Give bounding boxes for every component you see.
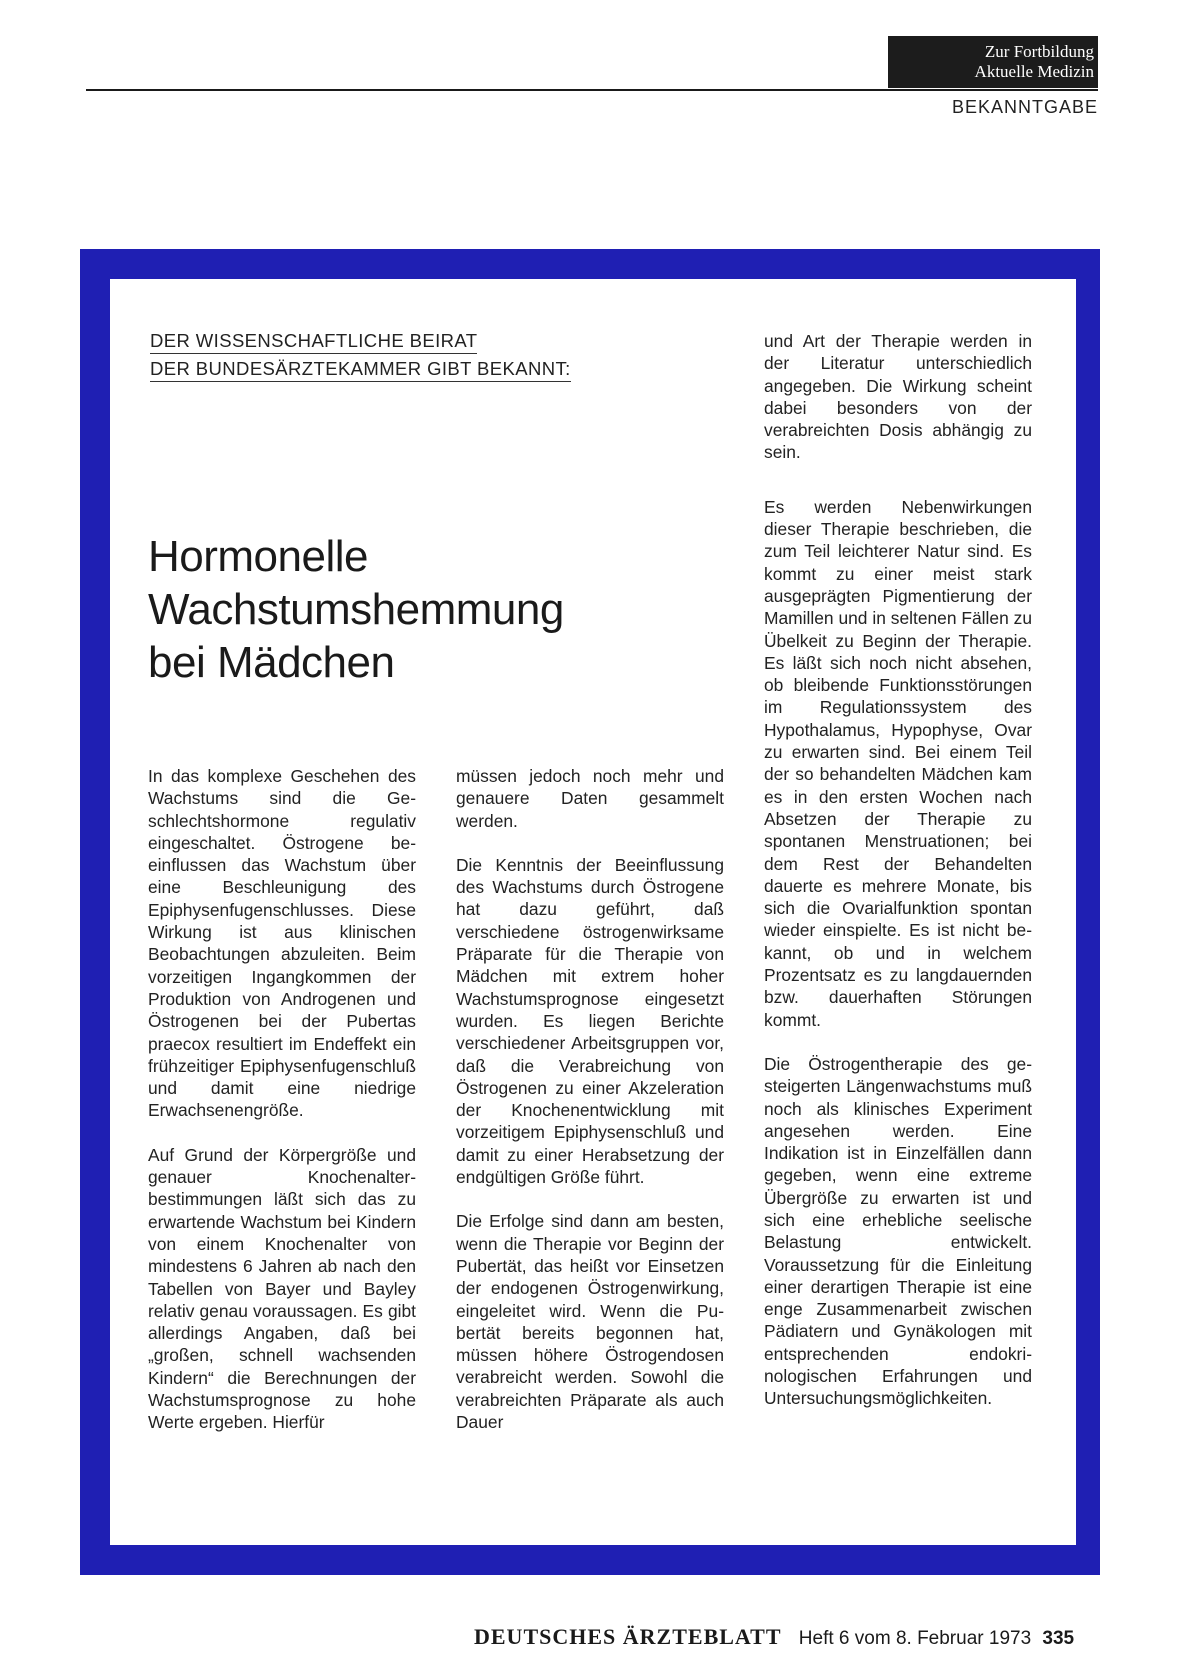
badge-line-1: Zur Fortbildung	[984, 42, 1094, 61]
section-badge	[888, 36, 1098, 88]
badge-line-2: Aktuelle Medizin	[974, 62, 1094, 81]
paragraph: und Art der Therapie werden in der Literatur unterschiedlich angegeben. Die Wirkung scheint dabei besonders von der verabreichten Dosis abhängig zu sein.	[764, 331, 1032, 463]
page-footer	[474, 1624, 1074, 1650]
paragraph: In das komplexe Geschehen des Wachstums sind die Geschlechtshormone regulativ eingeschaltet. Östrogene beeinflussen das Wachstum über eine Beschleunigung des Epiphysenfugenschlusses. Diese Wirkung ist aus klinischen Beobachtungen abzuleiten. Beim vorzeitigen Ingangkommen der Produktion von Androgenen und Östrogenen bei der Pubertas praecox resultiert im Endeffekt ein frühzeitiger Epiphysenfugenschluß und damit eine niedrige Erwachsenengröße.	[148, 766, 416, 1121]
paragraph: Auf Grund der Körpergröße und genauer Knochenalterbestimmungen läßt sich das zu erwartende Wachstum bei Kindern von einem Knochenalter von mindestens 6 Jahren ab nach den Tabellen von Bayer und Bayley relativ genau voraussagen. Es gibt allerdings Angaben, daß bei „großen, schnell wachsenden Kindern“ die Berechnungen der Wachstumsprognose zu hohe Werte ergeben. Hierfür	[148, 1144, 416, 1433]
kicker	[150, 330, 571, 386]
paragraph: Die Erfolge sind dann am besten, wenn die Therapie vor Beginn der Pubertät, das heißt vor Einsetzen der endogenen Östrogenwirkung, eingeleitet wird. Wenn die Pubertät bereits begonnen hat, müssen höhere Östrogendosen verabreicht werden. Sowohl die verabreichten Präparate als auch Dauer	[456, 1211, 724, 1433]
title-line-3: bei Mädchen	[148, 638, 395, 687]
section-label: BEKANNTGABE	[951, 97, 1098, 117]
paragraph: müssen jedoch noch mehr und genauere Daten gesammelt werden.	[456, 766, 724, 831]
paragraph: Die Kenntnis der Beeinflussung des Wachstums durch Östrogene hat dazu geführt, daß verschiedene östrogenwirksame Präparate für die Therapie von Mädchen mit extrem hoher Wachstumsprognose eingesetzt wurden. Es liegen Berichte verschiedener Arbeitsgruppen vor, daß die Verabreichung von Östrogenen zu einer Akzeleration der Knochenentwicklung mit vorzeitigem Epiphysenschluß und damit zu einer Herabsetzung der endgültigen Größe führt.	[456, 854, 724, 1188]
kicker-line-1: DER WISSENSCHAFTLICHE BEIRAT	[150, 330, 477, 354]
paragraph: Die Östrogentherapie des gesteigerten Längenwachstums muß noch als klinisches Experiment angesehen werden. Eine Indikation ist in Einzelfällen dann gegeben, wenn eine extreme Übergröße zu erwarten ist und sich eine erhebliche seelische Belastung entwickelt. Voraussetzung für die Einleitung einer derartigen Therapie ist eine enge Zusammenarbeit zwischen Pädiatern und Gynäkologen mit entsprechenden endokrinologischen Erfahrungen und Untersuchungsmöglichkeiten.	[764, 1053, 1032, 1409]
page-number: 335	[1042, 1628, 1075, 1649]
article-title	[148, 530, 628, 689]
column-2	[456, 765, 724, 1455]
title-line-1: Hormonelle	[148, 532, 368, 581]
header-rule	[86, 89, 1098, 91]
paragraph: Es werden Nebenwirkungen dieser Therapie beschrieben, die zum Teil leichterer Natur sind. Es kommt zu einer meist stark ausgeprägten Pigmentierung der Mamillen und in seltenen Fällen zu Übelkeit zu Beginn der Therapie. Es läßt sich noch nicht absehen, ob bleibende Funktionsstörungen im Regulationssystem des Hypothalamus, Hypophyse, Ovar zu erwarten sind. Bei einem Teil der so behandelten Mädchen kam es in den ersten Wochen nach Absetzen der Therapie zu spontanen Menstruationen; bei dem Rest der Behandelten dauerte es mehrere Monate, bis sich die Ovarialfunktion spontan wieder einspielte. Es ist nicht bekannt, ob und in welchem Prozentsatz es zu langdauernden bzw. dauerhaften Störungen kommt.	[764, 496, 1032, 1030]
title-line-2: Wachstumshemmung	[148, 585, 564, 634]
column-3	[764, 330, 1032, 1432]
column-1	[148, 765, 416, 1456]
kicker-line-2: DER BUNDESÄRZTEKAMMER GIBT BEKANNT:	[150, 358, 571, 382]
journal-name: DEUTSCHES ÄRZTEBLATT	[474, 1624, 782, 1649]
issue-info: Heft 6 vom 8. Februar 1973	[798, 1628, 1032, 1649]
